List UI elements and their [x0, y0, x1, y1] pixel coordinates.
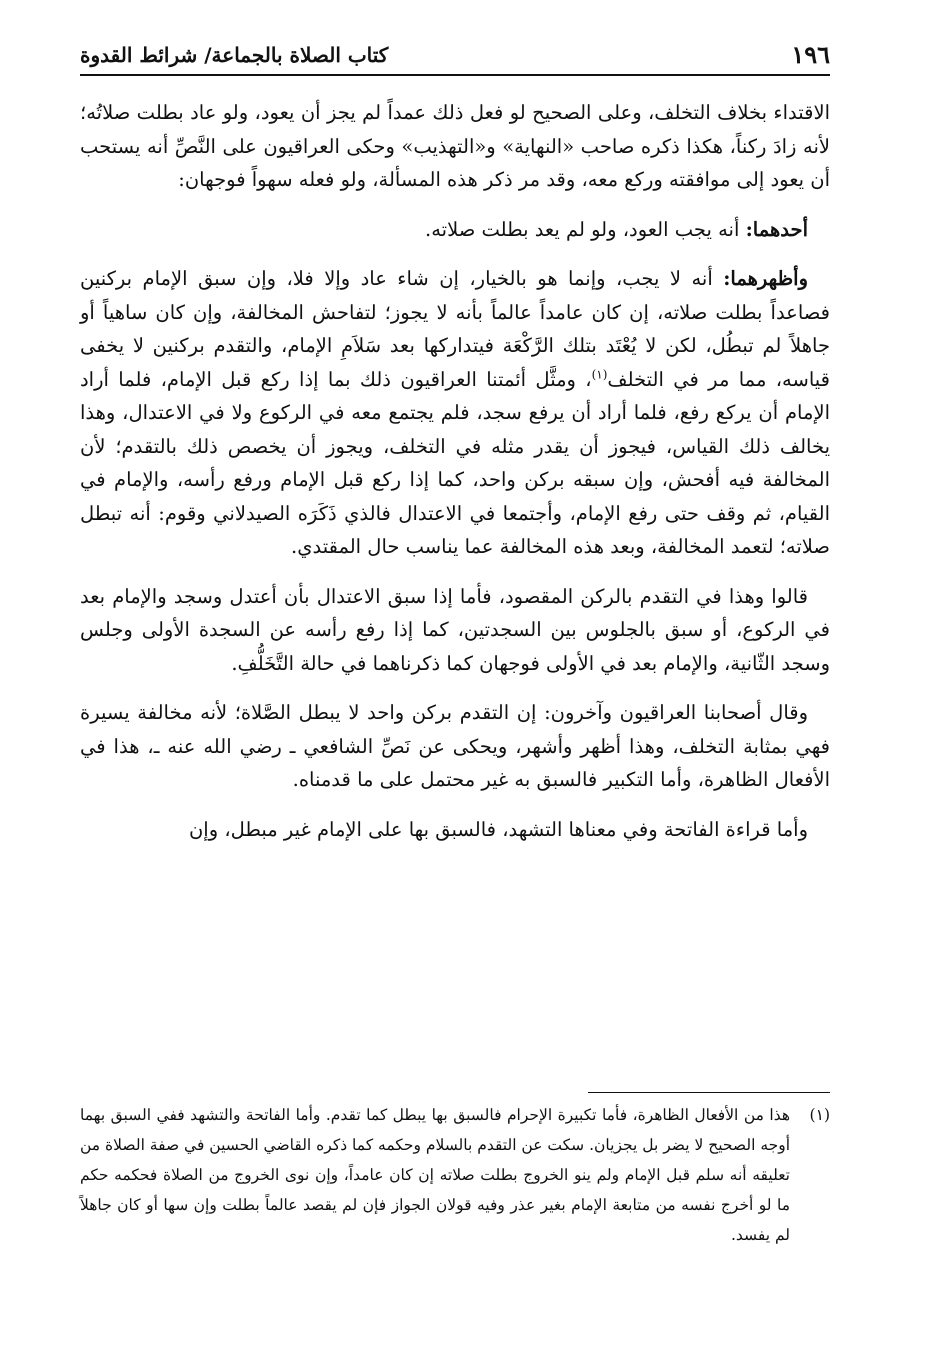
header-divider [80, 74, 830, 76]
page-header [80, 38, 830, 72]
footnote-1 [80, 1100, 830, 1250]
paragraph-3-text-a: أنه لا يجب، وإنما هو بالخيار، إن شاء عاد وإلا فلا، وإن سبق الإمام بركنين فصاعداً بطلت صلاته، إن كان عامداً عالماً بأنه لا يجوز؛ لتفاحش المخالفة، وإن كان ساهياً أو جاهلاً لم تبطُل، لكن لا يُعْتَد بتلك الرَّكْعَة فيتداركها بعد سَلاَمِ الإمام، والتقدم بركنين لا يخفى قياسه، مما مر في التخلف [80, 267, 830, 391]
paragraph-3-text-b: ، ومثَّل أئمتنا العراقيون ذلك بما إذا ركع قبل الإمام، فلما أراد الإمام أن يركع رفع، فلما أراد أن يرفع سجد، فلم يجتمع معه في الركوع ولا في الاعتدال، وهذا يخالف ذلك القياس، فيجوز أن يقدر مثله في التخلف، ويجوز أن يخصص ذلك بالتقدم؛ لأن المخالفة فيه أفحش، وإن سبقه بركن واحد، كما إذا ركع قبل الإمام ورفع رأسه، والإمام في القيام، ثم وقف حتى رفع الإمام، وأجتمعا في الاعتدال فالذي ذَكَرَه الصيدلاني وقوم: أنه تبطل صلاته؛ لتعمد المخالفة، وبعد هذه المخالفة عما يناسب حال المقتدي. [80, 367, 830, 558]
paragraph-5: وقال أصحابنا العراقيون وآخرون: إن التقدم بركن واحد لا يبطل الصَّلاة؛ لأنه مخالفة يسيرة فهي بمثابة التخلف، وهذا أظهر وأشهر، ويحكى عن نَصِّ الشافعي ـ رضي الله عنه ـ، هذا في الأفعال الظاهرة، وأما التكبير فالسبق به غير محتمل على ما قدمناه. [80, 701, 830, 791]
footnote-marker: (١) [809, 1106, 830, 1124]
footnote-text: هذا من الأفعال الظاهرة، فأما تكبيرة الإحرام فالسبق بها يبطل كما تقدم. وأما الفاتحة والتشهد ففي السبق بهما أوجه الصحيح لا يضر بل يجزيان. سكت عن التقدم بالسلام وحكمه كما ذكره القاضي الحسين في صفة الصلاة من تعليقه أنه سلم قبل الإمام ولم ينو الخروج بطلت صلاته إن كان عامداً، وإن نوى الخروج من الصلاة فحكمه حكم ما لو أخرج نفسه من متابعة الإمام بغير عذر وفيه قولان الجواز فإن لم يقصد عالماً بطلت وإن سها أو كان جاهلاً لم يفسد. [80, 1106, 790, 1244]
main-text [80, 96, 830, 862]
footnote-reference[interactable]: (١) [591, 367, 608, 381]
paragraph-6: وأما قراءة الفاتحة وفي معناها التشهد، فالسبق بها على الإمام غير مبطل، وإن [188, 817, 808, 841]
paragraph-2-lead: أحدهما: [745, 217, 808, 241]
running-title: كتاب الصلاة بالجماعة/ شرائط القدوة [80, 43, 389, 67]
footnote-divider [588, 1092, 830, 1093]
footnotes [80, 1100, 830, 1250]
paragraph-2 [80, 213, 830, 247]
paragraph-3-lead: وأظهرهما: [723, 267, 808, 290]
page-number: ١٩٦ [791, 40, 830, 69]
paragraph-2-text: أنه يجب العود، ولو لم يعد بطلت صلاته. [425, 217, 746, 241]
paragraph-4: قالوا وهذا في التقدم بالركن المقصود، فأما إذا سبق الاعتدال بأن أعتدل وسجد والإمام بعد في الركوع، أو سبق بالجلوس بين السجدتين، كما إذا رفع رأسه عن السجدة الأولى وجلس وسجد الثّانية، والإمام بعد في الأولى فوجهان كما ذكرناهما في حالة التَّخَلُّفِ. [80, 584, 830, 675]
paragraph-3 [80, 262, 830, 564]
paragraph-1: الاقتداء بخلاف التخلف، وعلى الصحيح لو فعل ذلك عمداً لم يجز أن يعود، ولو عاد بطلت صلاتُه؛ لأنه زادَ ركناً، هكذا ذكره صاحب «النهاية» و«التهذيب» وحكى العراقيون على النَّصِّ أنه يستحب أن يعود إلى موافقته وركع معه، وقد مر ذكر هذه المسألة، ولو فعله سهواً فوجهان: [80, 101, 830, 191]
